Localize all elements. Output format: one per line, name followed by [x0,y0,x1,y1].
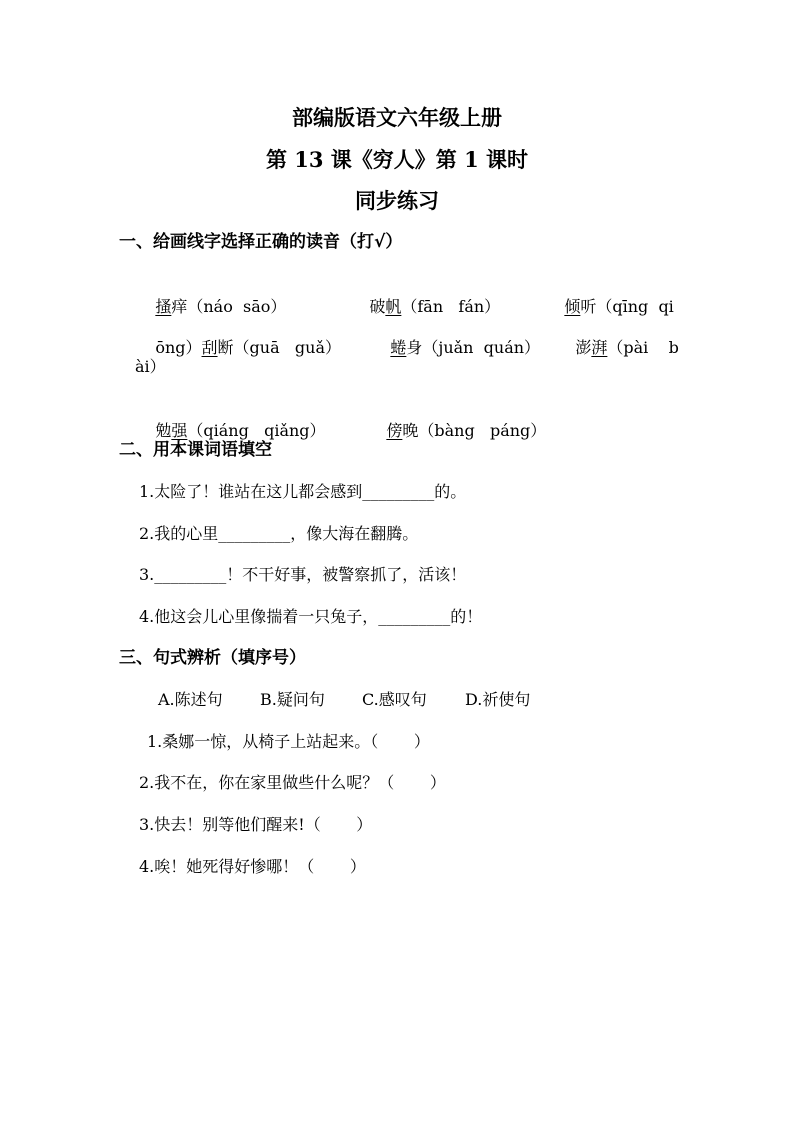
pinyin-item-4 [135,315,341,381]
option-b: B.疑问句 [260,690,325,709]
pinyin-continuation: ōng） [155,338,202,357]
section1-heading: 一、给画线字选择正确的读音（打√） [119,232,403,252]
option-c: C.感叹句 [362,690,427,709]
underlined-char: 刮 [201,338,218,357]
option-a: A.陈述句 [158,690,223,709]
underlined-char: 湃 [591,338,608,357]
title-line-3: 同步练习 [355,188,439,213]
pinyin-item-6 [555,315,679,381]
fill-blank-item-4: 4.他这会儿心里像揣着一只兔子，_________的！ [139,607,483,626]
pinyin-options: （fān fán） [401,297,501,316]
sentence-item-3: 3.快去！别等他们醒来!（ ） [139,815,373,834]
pinyin-options: 身（juǎn quán） [406,338,541,357]
pinyin-item-5 [370,315,540,381]
pinyin-options: 听（qīng qi [580,297,674,316]
pinyin-options: （pài b [607,338,679,357]
fill-blank-item-2: 2.我的心里_________，像大海在翻腾。 [139,524,419,543]
sentence-item-1: 1.桑娜一惊，从椅子上站起来。（ ） [147,732,430,751]
section3-heading: 三、句式辨析（填序号） [119,648,306,668]
underlined-char: 倾 [564,297,581,316]
pinyin-continuation-line: ài） [135,357,166,376]
section2-heading: 二、用本课词语填空 [119,440,272,460]
pinyin-options: 痒（náo sāo） [171,297,287,316]
plain-char: 澎 [575,338,592,357]
option-d: D.祈使句 [465,690,531,709]
sentence-item-4: 4.唉！她死得好惨哪！（ ） [139,857,366,876]
fill-blank-item-1: 1.太险了！谁站在这儿都会感到_________的。 [139,482,467,501]
title-line-2: 第 13 课《穷人》第 1 课时 [265,147,529,172]
pinyin-options: （qiáng qiǎng） [187,421,326,440]
pinyin-options: 晚（bàng páng） [402,421,547,440]
title-line-1: 部编版语文六年级上册 [292,105,502,130]
underlined-char: 搔 [155,297,172,316]
plain-char: 破 [369,297,386,316]
pinyin-options: 断（guā guǎ） [217,338,341,357]
plain-char: 勉 [155,421,172,440]
underlined-char: 帆 [385,297,402,316]
pinyin-item-8 [366,398,546,464]
sentence-item-2: 2.我不在，你在家里做些什么呢？（ ） [139,773,446,792]
underlined-char: 蜷 [390,338,407,357]
underlined-char: 傍 [386,421,403,440]
fill-blank-item-3: 3._________！不干好事，被警察抓了，活该！ [139,565,467,584]
underlined-char: 强 [171,421,188,440]
